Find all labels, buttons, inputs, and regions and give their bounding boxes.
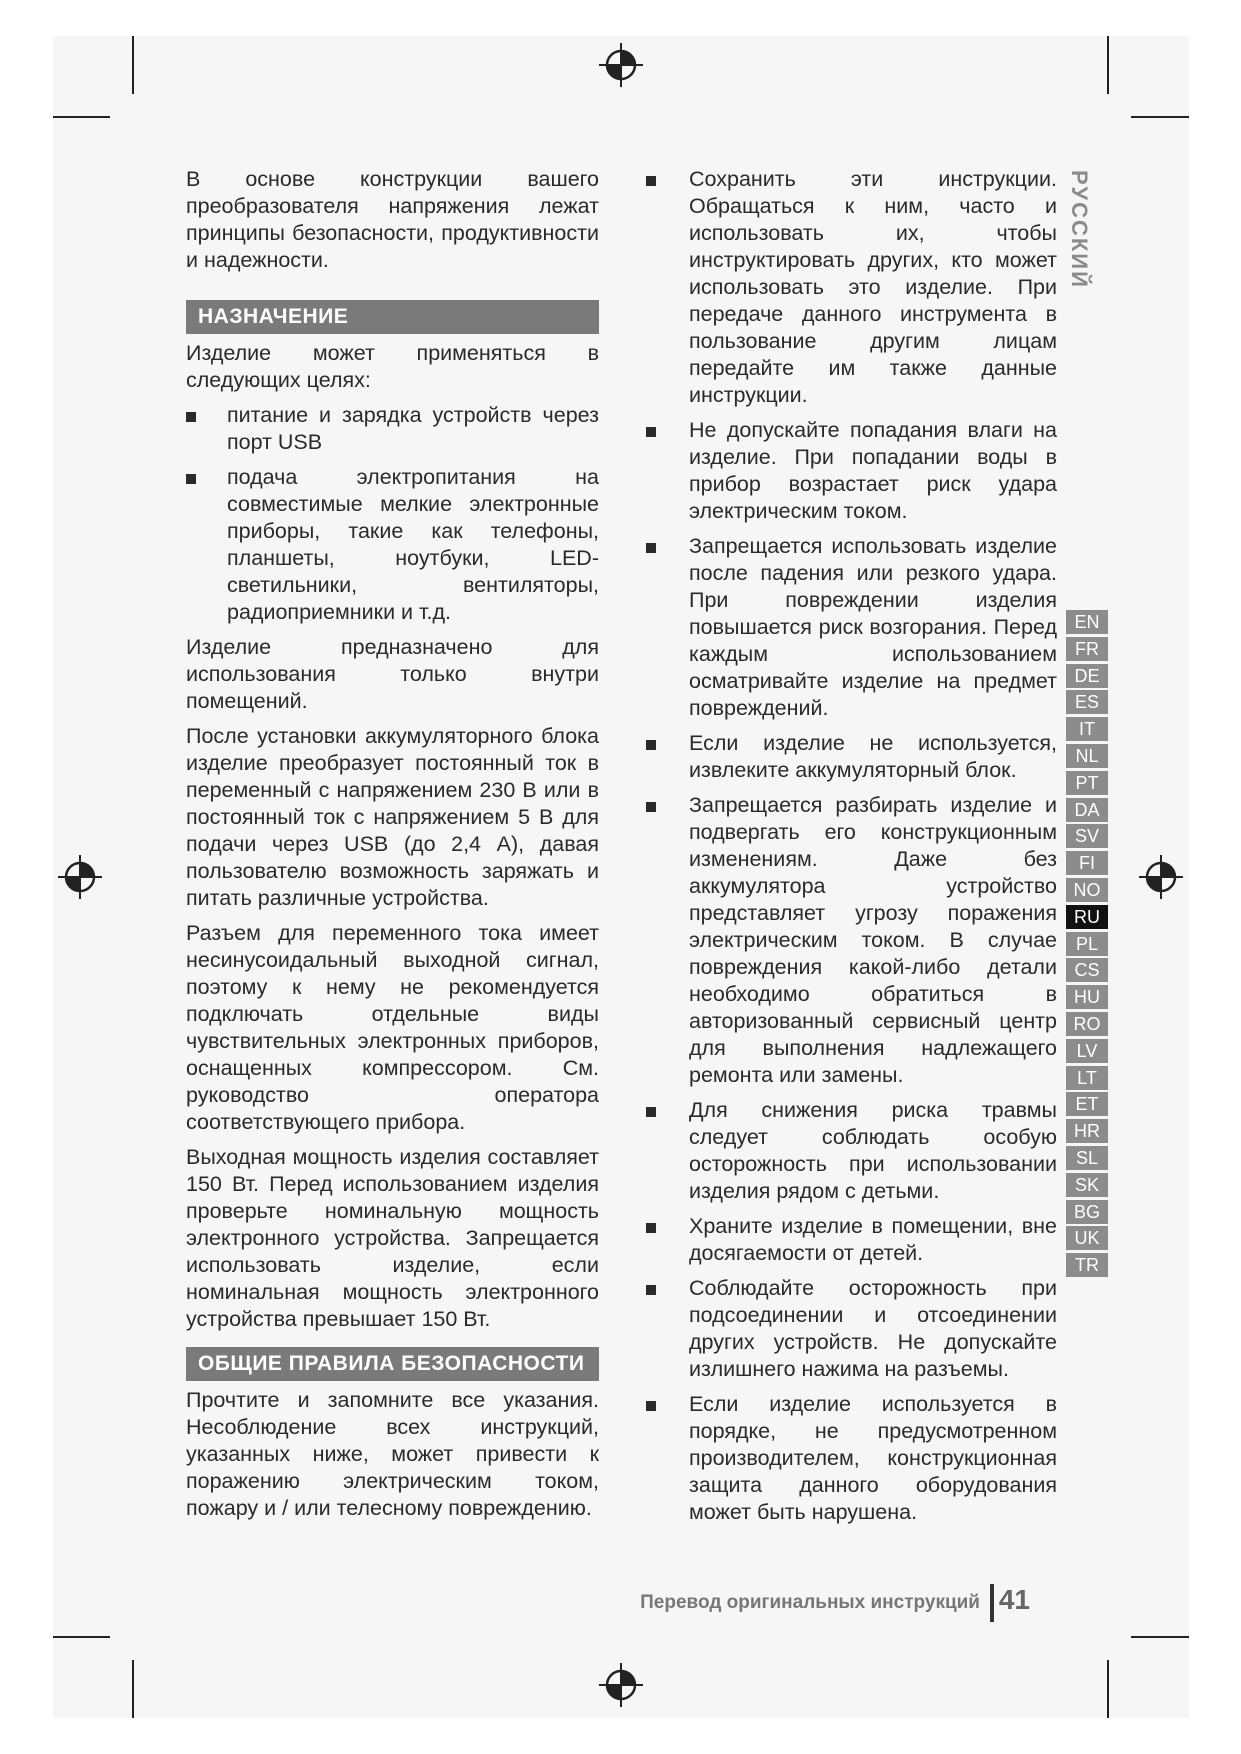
registration-mark-bottom-icon [598, 1662, 644, 1708]
list-item [645, 792, 1057, 1089]
registration-mark-top-icon [598, 42, 644, 88]
section-heading-purpose: НАЗНАЧЕНИЕ [186, 300, 599, 334]
language-tab[interactable]: PL [1066, 932, 1108, 956]
language-label-vertical [1066, 170, 1098, 290]
list-item-text: Не допускайте попадания влаги на изделие. При попадании воды в прибор возрастает риск удара электрическим током. [689, 418, 1057, 523]
paragraph: Разъем для переменного тока имеет несинусоидальный выходной сигнал, поэтому к нему не рекомендуется подключать отдельные виды чувствительных электронных приборов, оснащенных компрессором. См. руководство оператора соответствующего прибора. [186, 921, 599, 1134]
list-item [186, 402, 599, 456]
intro-paragraph: В основе конструкции вашего преобразователя напряжения лежат принципы безопасности, продуктивности и надежности. [186, 167, 599, 272]
list-item-text: Запрещается разбирать изделие и подвергать его конструкционным изменениям. Даже без аккумулятора устройство представляет угрозу поражения электрическим током. В случае повреждения какой-либо детали необходимо обратиться в авторизованный сервисный центр для выполнения надлежащего ремонта или замены. [689, 793, 1057, 1087]
language-tab[interactable]: NO [1066, 878, 1108, 902]
crop-mark-bottom-left-vertical [132, 1660, 134, 1718]
language-tab[interactable]: FR [1066, 637, 1108, 661]
registration-mark-left-icon [57, 854, 103, 900]
list-item-text: Запрещается использовать изделие после падения или резкого удара. При повреждении изделия повышается риск возгорания. Перед каждым использованием осматривайте изделие на предмет повреждений. [689, 534, 1057, 720]
language-tab[interactable]: FI [1066, 851, 1108, 875]
page-number: 41 [998, 1584, 1030, 1615]
list-item [645, 730, 1057, 784]
list-item-text: Соблюдайте осторожность при подсоединении и отсоединении других устройств. Не допускайте излишнего нажима на разъемы. [689, 1276, 1057, 1381]
crop-mark-bottom-right-vertical [1107, 1660, 1109, 1718]
right-column [645, 166, 1057, 1534]
language-tab[interactable]: HU [1066, 985, 1108, 1009]
safety-intro: Прочтите и запомните все указания. Несоблюдение всех инструкций, указанных ниже, может привести к поражению электрическим током, пожару и / или телесному повреждению. [186, 1388, 599, 1520]
language-tab[interactable]: UK [1066, 1226, 1108, 1250]
language-tab[interactable]: SK [1066, 1173, 1108, 1197]
crop-mark-bottom-right-horizontal [1131, 1636, 1189, 1638]
language-tab[interactable]: DA [1066, 798, 1108, 822]
footer-text: Перевод оригинальных инструкций [640, 1592, 980, 1613]
language-tab[interactable]: LT [1066, 1066, 1108, 1090]
list-item [645, 533, 1057, 722]
paragraph: После установки аккумуляторного блока изделие преобразует постоянный ток в переменный с напряжением 230 В или в постоянный ток с напряжением 5 В для подачи через USB (до 2,4 А), давая пользователю возможность заряжать и питать различные устройства. [186, 724, 599, 910]
language-tab[interactable]: IT [1066, 717, 1108, 741]
language-tab-active[interactable]: RU [1066, 905, 1108, 929]
language-tab[interactable]: TR [1066, 1253, 1108, 1277]
registration-mark-right-icon [1138, 854, 1184, 900]
paragraph: Выходная мощность изделия составляет 150 Вт. Перед использованием изделия проверьте номинальную мощность электронного устройства. Запрещается использовать изделие, если номинальная мощность электронного устройства превышает 150 Вт. [186, 1145, 599, 1331]
bullet-icon [646, 427, 656, 437]
language-tabs [1066, 610, 1108, 1280]
list-item [645, 1275, 1057, 1383]
purpose-intro: Изделие может применяться в следующих целях: [186, 341, 599, 392]
list-item-text: подача электропитания на совместимые мелкие электронные приборы, такие как телефоны, планшеты, ноутбуки, LED-светильники, вентиляторы, радиоприемники и т.д. [227, 465, 599, 624]
bullet-icon [646, 1285, 656, 1295]
crop-mark-top-right-vertical [1107, 36, 1109, 94]
language-tab[interactable]: HR [1066, 1119, 1108, 1143]
list-item-text: Сохранить эти инструкции. Обращаться к ним, часто и использовать их, чтобы инструктировать других, кто может использовать это изделие. При передаче данного инструмента в пользование другим лицам передайте им также данные инструкции. [689, 167, 1057, 407]
language-tab[interactable]: SV [1066, 824, 1108, 848]
list-item-text: Храните изделие в помещении, вне досягаемости от детей. [689, 1214, 1057, 1265]
list-item-text: Для снижения риска травмы следует соблюдать особую осторожность при использовании изделия рядом с детьми. [689, 1098, 1057, 1203]
bullet-icon [646, 1401, 656, 1411]
language-tab[interactable]: ES [1066, 690, 1108, 714]
list-item-text: питание и зарядка устройств через порт USB [227, 403, 599, 454]
language-tab[interactable]: EN [1066, 610, 1108, 634]
bullet-icon [646, 176, 656, 186]
language-tab[interactable]: CS [1066, 958, 1108, 982]
footer-divider [990, 1584, 994, 1622]
list-item [645, 417, 1057, 525]
bullet-icon [186, 474, 196, 484]
list-item [645, 1097, 1057, 1205]
crop-mark-bottom-left-horizontal [53, 1636, 110, 1638]
crop-mark-top-right-horizontal [1131, 116, 1189, 118]
bullet-icon [646, 1107, 656, 1117]
list-item [645, 1213, 1057, 1267]
list-item [186, 464, 599, 626]
list-item-text: Если изделие не используется, извлеките аккумуляторный блок. [689, 731, 1057, 782]
section-heading-safety: ОБЩИЕ ПРАВИЛА БЕЗОПАСНОСТИ [186, 1347, 599, 1381]
language-tab[interactable]: LV [1066, 1039, 1108, 1063]
bullet-icon [646, 740, 656, 750]
list-item-text: Если изделие используется в порядке, не предусмотренном производителем, конструкционная защита данного оборудования может быть нарушена. [689, 1392, 1057, 1524]
crop-mark-top-left-vertical [132, 36, 134, 94]
list-item [645, 1391, 1057, 1526]
language-tab[interactable]: RO [1066, 1012, 1108, 1036]
bullet-icon [646, 1223, 656, 1233]
language-tab[interactable]: PT [1066, 771, 1108, 795]
language-tab[interactable]: BG [1066, 1200, 1108, 1224]
language-tab[interactable]: ET [1066, 1092, 1108, 1116]
page-footer [620, 1582, 1030, 1622]
left-column [186, 166, 599, 1530]
language-tab[interactable]: SL [1066, 1146, 1108, 1170]
bullet-icon [186, 412, 196, 422]
bullet-icon [646, 802, 656, 812]
crop-mark-top-left-horizontal [53, 116, 110, 118]
language-tab[interactable]: DE [1066, 664, 1108, 688]
list-item [645, 166, 1057, 409]
language-tab[interactable]: NL [1066, 744, 1108, 768]
paragraph: Изделие предназначено для использования только внутри помещений. [186, 635, 599, 713]
language-label-text: РУССКИЙ [1067, 170, 1092, 289]
bullet-icon [646, 543, 656, 553]
